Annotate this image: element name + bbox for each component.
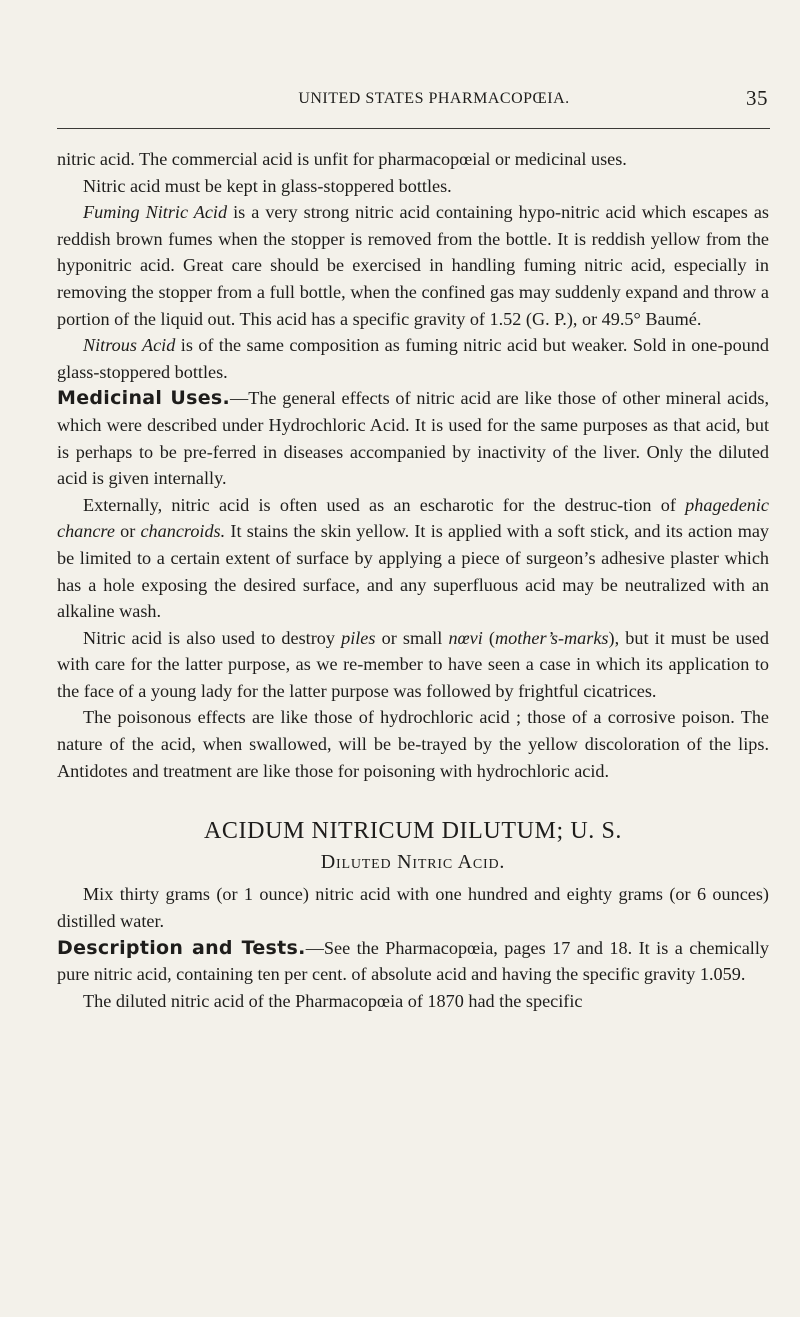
- term-piles: piles: [341, 627, 376, 648]
- paragraph-text: or small: [375, 627, 449, 648]
- term-nitrous-acid: Nitrous Acid: [83, 335, 176, 356]
- paragraph-text: It stains the skin yellow. It is applied with a soft stick, and its action may be limited to a certain extent of surface by applying a piece of surgeon’s adhesive plaster which has a hole exposing the desired surface, and any superfluous acid may be neutralized with an alkaline wash.: [57, 521, 770, 622]
- header-rule: [57, 128, 770, 129]
- section-subtitle: Diluted Nitric Acid.: [320, 850, 506, 873]
- heading-description-tests: Description and Tests.: [57, 936, 306, 959]
- paragraph-text: Externally, nitric acid is often used as an escharotic for the destruc-tion of: [83, 494, 686, 515]
- term-phagedenic-chancre: phagedenic chancre: [57, 494, 769, 542]
- paragraph-text: (: [482, 627, 495, 648]
- page-number: 35: [746, 86, 768, 110]
- running-title: UNITED STATES PHARMACOPŒIA.: [298, 90, 570, 107]
- paragraph-text: —See the Pharmacopœia, pages 17 and 18. It is a chemically pure nitric acid, containing ten per cent. of absolute acid and having the specific gravity 1.059.: [57, 937, 769, 985]
- term-naevi: nœvi: [448, 627, 483, 648]
- paragraph-fuming-nitric-acid: [57, 199, 769, 332]
- paragraph-text: —The general effects of nitric acid are like those of other mineral acids, which were described under Hydrochloric Acid. It is used for the same purposes as that acid, but is perhaps to be pre-ferred in diseases accompanied by inactivity of the liver. Only the diluted acid is given internally.: [57, 388, 769, 489]
- paragraph-medicinal-uses: [57, 385, 769, 491]
- paragraph-preparation: Mix thirty grams (or 1 ounce) nitric acid with one hundred and eighty grams (or 6 ounces) distilled water.: [57, 884, 769, 932]
- heading-medicinal-uses: Medicinal Uses.: [57, 387, 231, 410]
- paragraph-poisonous-effects: The poisonous effects are like those of hydrochloric acid ; those of a corrosive poison. The nature of the acid, when swallowed, will be be-trayed by the yellow discoloration of the lips. Antidotes and treatment are like those for poisoning with hydrochloric acid.: [57, 707, 769, 781]
- paragraph-text: Nitric acid is also used to destroy: [83, 627, 342, 648]
- paragraph-1870-acid: The diluted nitric acid of the Pharmacopœia of 1870 had the specific: [83, 990, 583, 1011]
- term-mothers-marks: mother’s-marks: [495, 627, 609, 648]
- paragraph-nitrous-acid: [57, 332, 769, 385]
- paragraph-description-tests: [57, 935, 769, 988]
- paragraph-text: ), but it must be used with care for the latter purpose, as we re-member to have seen a case in which its application to the face of a young lady for the latter purpose was followed by frightful cicatrices.: [57, 627, 770, 701]
- running-head: [58, 86, 770, 114]
- paragraph-storage: Nitric acid must be kept in glass-stoppered bottles.: [83, 175, 452, 196]
- term-chancroids: chancroids.: [140, 521, 226, 542]
- paragraph-external-use: [57, 492, 769, 625]
- paragraph-text: is of the same composition as fuming nitric acid but weaker. Sold in one-pound glass-stoppered bottles.: [57, 335, 770, 382]
- paragraph-text: or: [114, 521, 141, 542]
- paragraph-continuation: nitric acid. The commercial acid is unfit for pharmacopœial or medicinal uses.: [57, 149, 627, 169]
- paragraph-text: is a very strong nitric acid containing hypo-nitric acid which escapes as reddish brown fumes when the stopper is removed from the bottle. It is reddish yellow from the hyponitric acid. Great care should be exercised in handling fuming nitric acid, especially in removing the stopper from a full bottle, when the confined gas may suddenly expand and throw a portion of the liquid out. This acid has a specific gravity of 1.52 (G. P.), or 49.5° Baumé.: [57, 202, 769, 329]
- paragraph-piles: [57, 625, 769, 705]
- page-body: [57, 146, 769, 1014]
- section-title: ACIDUM NITRICUM DILUTUM; U. S.: [204, 818, 622, 845]
- term-fuming-nitric-acid: Fuming Nitric Acid: [83, 202, 228, 223]
